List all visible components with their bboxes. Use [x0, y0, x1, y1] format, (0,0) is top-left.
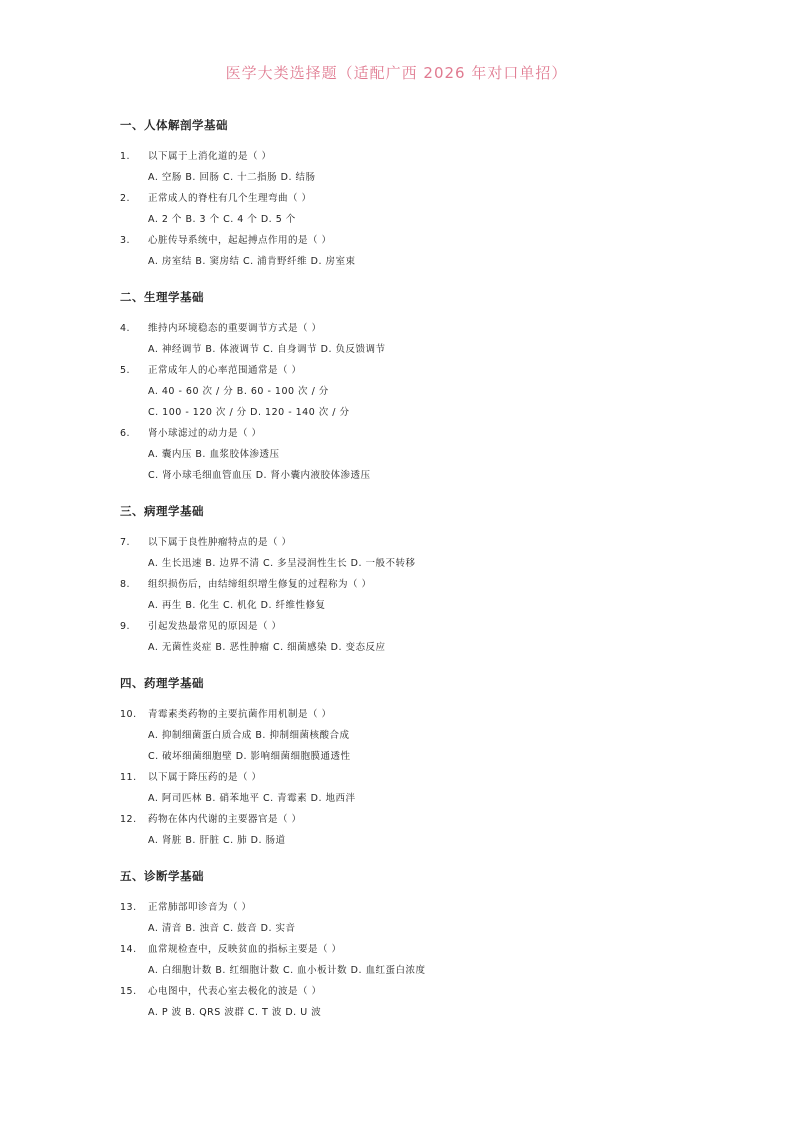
question-number: 6. — [120, 428, 131, 439]
answer-options: A. 无菌性炎症 B. 恶性肿瘤 C. 细菌感染 D. 变态反应 — [148, 642, 386, 653]
question-number: 7. — [120, 537, 131, 548]
question-number: 1. — [120, 151, 131, 162]
answer-options: A. 再生 B. 化生 C. 机化 D. 纤维性修复 — [148, 600, 326, 611]
question — [120, 897, 680, 918]
answer-options: A. 抑制细菌蛋白质合成 B. 抑制细菌核酸合成 — [148, 730, 350, 741]
answer-options: A. 清音 B. 浊音 C. 鼓音 D. 实音 — [148, 923, 296, 934]
question-text: 青霉素类药物的主要抗菌作用机制是（ ） — [148, 709, 332, 720]
question-text: 血常规检查中，反映贫血的指标主要是（ ） — [148, 944, 342, 955]
question-text: 正常成年人的心率范围通常是（ ） — [148, 365, 302, 376]
question-number: 9. — [120, 621, 131, 632]
question — [120, 423, 680, 444]
answer-options: A. 阿司匹林 B. 硝苯地平 C. 青霉素 D. 地西泮 — [148, 793, 356, 804]
section — [120, 867, 680, 1023]
answer-options: C. 肾小球毛细血管血压 D. 肾小囊内液胶体渗透压 — [148, 470, 371, 481]
section-title: 一、人体解剖学基础 — [120, 118, 228, 132]
question-number: 8. — [120, 579, 131, 590]
answer-options: A. 白细胞计数 B. 红细胞计数 C. 血小板计数 D. 血红蛋白浓度 — [148, 965, 426, 976]
question-text: 药物在体内代谢的主要器官是（ ） — [148, 814, 302, 825]
question — [120, 616, 680, 637]
document-title: 医学大类选择题（适配广西 2026 年对口单招） — [225, 64, 568, 82]
question-text: 维持内环境稳态的重要调节方式是（ ） — [148, 323, 322, 334]
question-text: 心电图中，代表心室去极化的波是（ ） — [148, 986, 322, 997]
question-text: 肾小球滤过的动力是（ ） — [148, 428, 262, 439]
question — [120, 939, 680, 960]
question — [120, 318, 680, 339]
question — [120, 981, 680, 1002]
section — [120, 674, 680, 851]
section-title: 三、病理学基础 — [120, 504, 204, 518]
question-text: 正常肺部叩诊音为（ ） — [148, 902, 252, 913]
question-text: 以下属于降压药的是（ ） — [148, 772, 262, 783]
answer-options: A. 肾脏 B. 肝脏 C. 肺 D. 肠道 — [148, 835, 286, 846]
question-number: 2. — [120, 193, 131, 204]
question — [120, 767, 680, 788]
question-number: 11. — [120, 772, 137, 783]
question-number: 3. — [120, 235, 131, 246]
question — [120, 230, 680, 251]
question-text: 心脏传导系统中，起起搏点作用的是（ ） — [148, 235, 332, 246]
question-text: 组织损伤后，由结缔组织增生修复的过程称为（ ） — [148, 579, 372, 590]
answer-options: C. 破坏细菌细胞壁 D. 影响细菌细胞膜通透性 — [148, 751, 351, 762]
answer-options: A. 2 个 B. 3 个 C. 4 个 D. 5 个 — [148, 214, 296, 225]
section — [120, 288, 680, 486]
answer-options: A. 40 - 60 次 / 分 B. 60 - 100 次 / 分 — [148, 386, 329, 397]
question-number: 10. — [120, 709, 137, 720]
answer-options: A. 房室结 B. 窦房结 C. 浦肯野纤维 D. 房室束 — [148, 256, 356, 267]
question-number: 14. — [120, 944, 137, 955]
answer-options: A. 空肠 B. 回肠 C. 十二指肠 D. 结肠 — [148, 172, 316, 183]
question-list — [120, 116, 680, 1039]
answer-options: A. P 波 B. QRS 波群 C. T 波 D. U 波 — [148, 1007, 322, 1018]
section-title: 四、药理学基础 — [120, 676, 204, 690]
question — [120, 704, 680, 725]
question — [120, 146, 680, 167]
question-text: 以下属于上消化道的是（ ） — [148, 151, 272, 162]
question — [120, 574, 680, 595]
question-text: 引起发热最常见的原因是（ ） — [148, 621, 282, 632]
question — [120, 360, 680, 381]
question — [120, 188, 680, 209]
question-number: 4. — [120, 323, 131, 334]
question-number: 12. — [120, 814, 137, 825]
answer-options: A. 神经调节 B. 体液调节 C. 自身调节 D. 负反馈调节 — [148, 344, 386, 355]
question-number: 13. — [120, 902, 137, 913]
section — [120, 502, 680, 658]
answer-options: C. 100 - 120 次 / 分 D. 120 - 140 次 / 分 — [148, 407, 350, 418]
section-title: 五、诊断学基础 — [120, 869, 204, 883]
section — [120, 116, 680, 272]
question-text: 正常成人的脊柱有几个生理弯曲（ ） — [148, 193, 312, 204]
question-text: 以下属于良性肿瘤特点的是（ ） — [148, 537, 292, 548]
question — [120, 809, 680, 830]
question-number: 5. — [120, 365, 131, 376]
question — [120, 532, 680, 553]
answer-options: A. 生长迅速 B. 边界不清 C. 多呈浸润性生长 D. 一般不转移 — [148, 558, 416, 569]
answer-options: A. 囊内压 B. 血浆胶体渗透压 — [148, 449, 280, 460]
section-title: 二、生理学基础 — [120, 290, 204, 304]
question-number: 15. — [120, 986, 137, 997]
